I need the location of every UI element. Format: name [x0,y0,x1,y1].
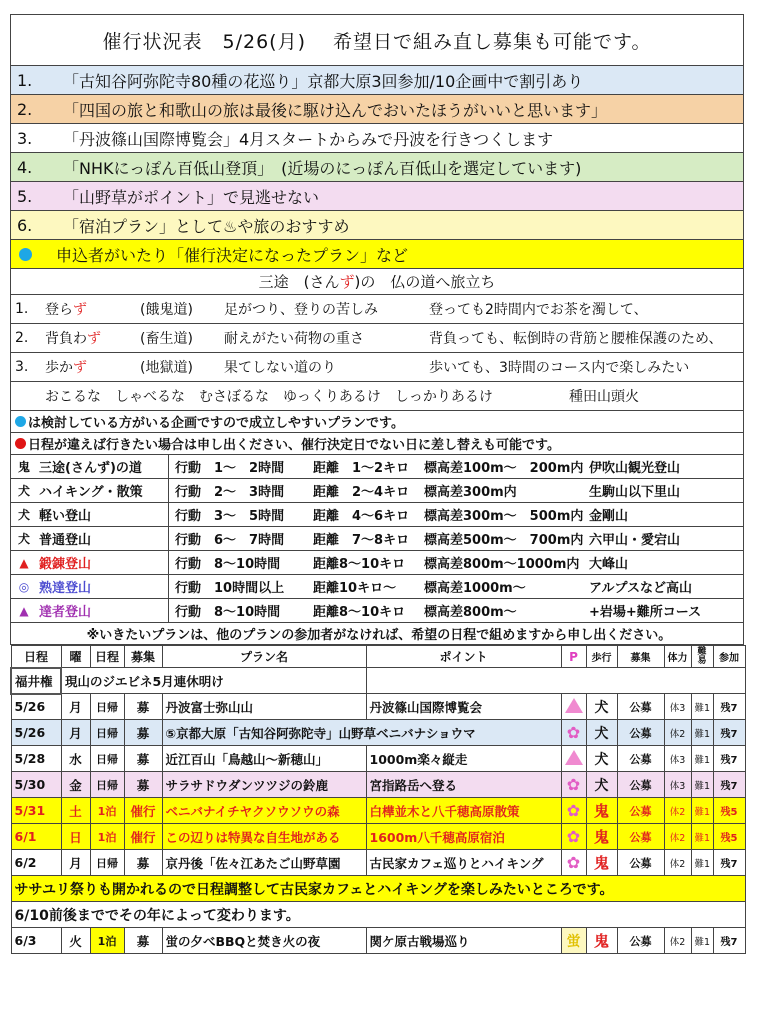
level-icon: 犬 [17,508,30,522]
path-row: 3. 歩かず (地獄道) 果てしない道のり 歩いても、3時間のコース内で楽しみたい [10,353,744,382]
sanzu-heading: 三途 (さん ず )の 仏の道へ旅立ち [10,269,744,295]
list-item: 1. 「古知谷阿弥陀寺80種の花巡り」京都大原3回参加/10企画中で割引あり [10,66,744,95]
level-name: 軽い登山 [39,509,92,524]
flower-icon: ✿ [566,801,581,820]
level-icon: ◎ [18,579,30,594]
level-name: 達者登山 [39,605,92,620]
dog-icon: 犬 [594,699,609,716]
level-icon: 犬 [17,532,30,546]
path-row: 1. 登らず (餓鬼道) 足がつり、登りの苦しみ 登っても2時間内でお茶を濁して、 [10,295,744,324]
level-name: ハイキング・散策 [39,485,143,500]
table-row: 5/28 水 日帰 募 近江百山「鳥越山～新穂山」 1000m楽々縦走 犬 公募 体3 難1 残7 [11,746,745,772]
notice-row: ササユリ祭りも開かれるので日程調整して古民家カフェとハイキングを楽しみたいところです。 [11,876,745,902]
schedule-sheet [10,14,744,954]
level-icon: ▲ [19,555,29,570]
table-row: 5/30 金 日帰 募 サラサドウダンツツジの鈴鹿 宮指路岳へ登る ✿ 犬 公募 体3 難1 残7 [11,772,745,798]
list-item: 4. 「NHKにっぽん百低山登頂」 (近場のにっぽん百低山を選定しています) [10,153,744,182]
table-row: 6/1 日 1泊 催行 この辺りは特異な自生地がある 1600m八千穂高原宿泊 ✿ 鬼 公募 体2 難1 残5 [11,824,745,850]
list-item: 5. 「山野草がポイント」で見逃せない [10,182,744,211]
red-dot-icon [15,438,26,449]
level-name: 普通登山 [39,533,92,548]
level-row: ▲ 達者登山 行動 8～10時間 距離8～10キロ 標高差800m～ +岩場+難所コース [10,599,744,623]
note-blue: は検討している方がいる企画ですので成立しやすいプランです。 [10,411,744,433]
table-row: 5/26 月 日帰 募 丹波富士弥山山 丹波篠山国際博覧会 犬 公募 体3 難1 残7 [11,694,745,720]
level-list [10,455,744,623]
table-row: 5/26 月 日帰 募 ⑤京都大原「古知谷阿弥陀寺」山野草ベニバナショウマ ✿ 犬 公募 体2 難1 残7 [11,720,745,746]
demon-face-icon: 鬼 [593,854,609,872]
level-row: 犬 軽い登山 行動 3～ 5時間 距離 4～6キロ 標高差300m～ 500m内 金剛山 [10,503,744,527]
schedule-table [10,645,746,954]
flower-icon: ✿ [566,827,581,846]
table-row: 6/3 火 1泊 募 蛍の夕べBBQと焚き火の夜 関ケ原古戦場巡り 蛍 鬼 公募 体2 難1 残7 [11,928,745,954]
mountain-icon [565,750,583,765]
motto-row: おこるな しゃべるな むさぼるな ゆっくりあるけ しっかりあるけ 種田山頭火 [10,382,744,411]
level-name: 熟達登山 [39,581,92,596]
special-row: 福井権 現山のジエビネ5月連休明け [11,668,745,694]
blue-dot-icon [19,248,32,261]
flower-icon: ✿ [566,723,581,742]
level-icon: 犬 [17,484,30,498]
level-name: 三途(さんず)の道 [39,461,142,476]
list-item: 6. 「宿泊プラン」として♨や旅のおすすめ [10,211,744,240]
demon-face-icon: 鬼 [593,932,609,950]
table-row: 6/2 月 日帰 募 京丹後「佐々江あたご山野草園 古民家カフェ巡りとハイキング ✿ 鬼 公募 体2 難1 残7 [11,850,745,876]
mountain-icon [565,698,583,713]
plan-note: ※いきたいプランは、他のプランの参加者がなければ、希望の日程で組めますから申し出ください。 [10,623,744,645]
dog-icon: 犬 [594,725,609,742]
path-row: 2. 背負わず (畜生道) 耐えがたい荷物の重さ 背負っても、転倒時の背筋と腰椎保護のため、 [10,324,744,353]
level-icon: ▲ [19,603,29,618]
notice-row: 6/10前後まででその年によって変わります。 [11,902,745,928]
demon-face-icon: 鬼 [593,802,609,820]
highlight-item: 申込者がいたり「催行決定になったプラン」など [10,240,744,269]
demon-face-icon: 鬼 [593,828,609,846]
dog-icon: 犬 [594,751,609,768]
page-title: 催行状況表 5/26(月) 希望日で組み直し募集も可能です。 [10,14,744,66]
list-item: 3. 「丹波篠山国際博覧会」4月スタートからみで丹波を行きつくします [10,124,744,153]
level-row: 犬 普通登山 行動 6～ 7時間 距離 7～8キロ 標高差500m～ 700m内 六甲山・愛宕山 [10,527,744,551]
level-row: 鬼 三途(さんず)の道 行動 1～ 2時間 距離 1～2キロ 標高差100m～ 200m内 伊吹山観光登山 [10,455,744,479]
flower-icon: ✿ [566,775,581,794]
table-row: 5/31 土 1泊 催行 ベニバナイチヤクソウソウの森 白樺並木と八千穂高原散策 ✿ 鬼 公募 体2 難1 残5 [11,798,745,824]
blue-dot-icon [15,416,26,427]
table-header: 日程 曜 日程 募集 プラン名 ポイント P 歩行 募集 体力 難易 参加 [11,646,745,668]
level-row: ▲ 鍛錬登山 行動 8～10時間 距離8～10キロ 標高差800m～1000m内 大峰山 [10,551,744,575]
level-row: 犬 ハイキング・散策 行動 2～ 3時間 距離 2～4キロ 標高差300m内 生駒山以下里山 [10,479,744,503]
note-red: 日程が違えば行きたい場合は申し出ください、催行決定日でない日に差し替えも可能です。 [10,433,744,455]
dog-icon: 犬 [594,777,609,794]
list-item: 2. 「四国の旅と和歌山の旅は最後に駆け込んでおいたほうがいいと思います」 [10,95,744,124]
firefly-icon: 蛍 [566,933,581,950]
level-row: ◎ 熟達登山 行動 10時間以上 距離10キロ～ 標高差1000m～ アルプスなど高山 [10,575,744,599]
flower-icon: ✿ [566,853,581,872]
level-icon: 鬼 [17,460,30,474]
level-name: 鍛錬登山 [39,557,92,572]
